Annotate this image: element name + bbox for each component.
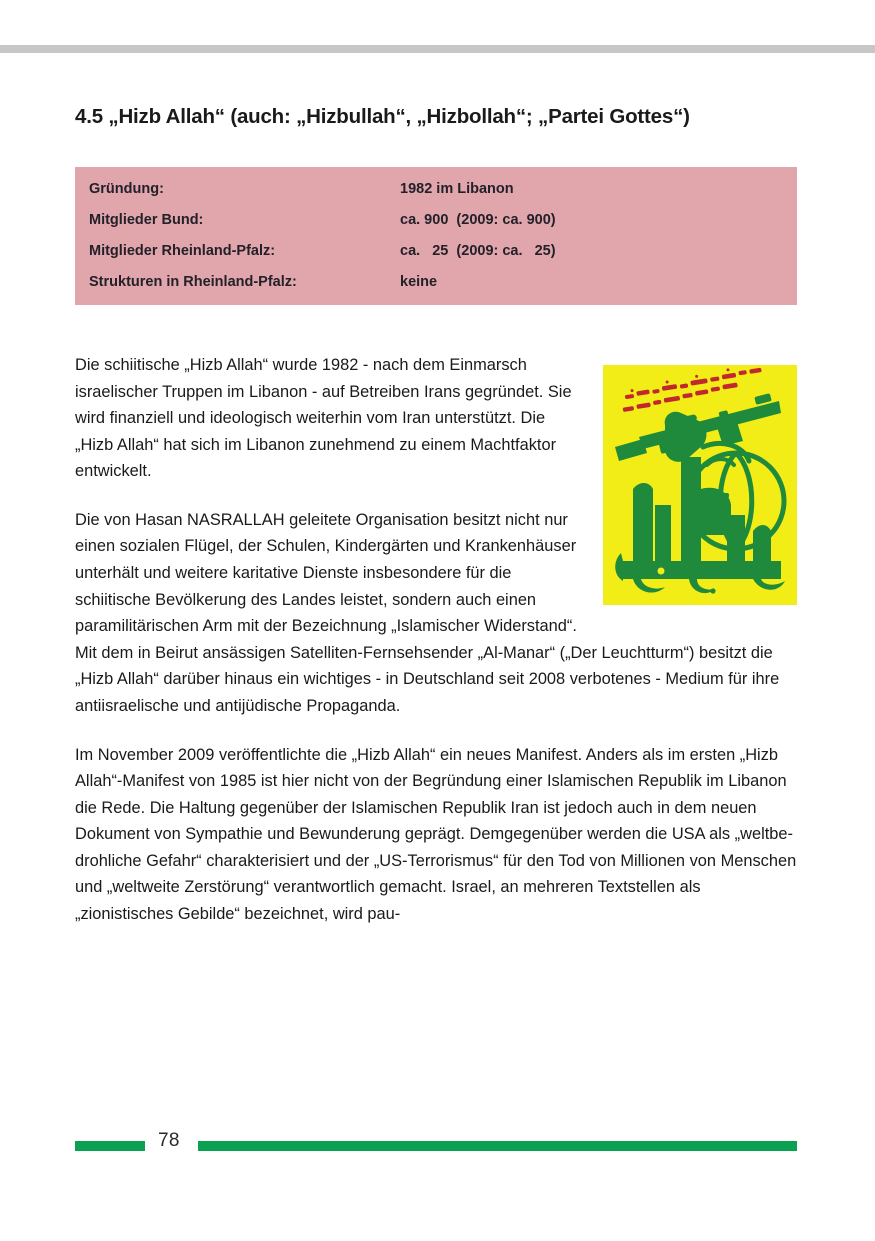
fact-value: ca. 25 (2009: ca. 25) xyxy=(400,243,556,259)
fact-label: Mitglieder Rheinland-Pfalz: xyxy=(89,243,276,259)
fact-row-strukturen-rheinland-pfalz xyxy=(89,274,797,305)
emblem-alif-stroke xyxy=(681,457,701,561)
hizb-allah-emblem-image xyxy=(603,365,797,605)
article-body xyxy=(75,352,797,928)
paragraph-2: Die von Hasan NASRALLAH geleitete Organisation besitzt nicht nur einen sozialen Flügel, der Schulen, Kindergärten und Krankenhäuser unterhält und weitere karitative Dienste insbesondere für die schiitische Bevölkerung des Landes leistet, sondern auch einen paramilitärischen Arm mit der Bezeichnung „Islamischer Widerstand“. Mit dem in Beirut ansässigen Satelliten-Fernsehsender „Al-Manar“ („Der Leuchtturm“) besitzt die „Hizb Allah“ darüber hinaus ein wichtiges - in Deutschland seit 2008 verbotenes - Medium für ihre antiisraelische und antijüdische Propaganda. xyxy=(75,510,780,715)
emblem-book xyxy=(701,488,731,535)
fact-row-gruendung xyxy=(89,181,797,212)
emblem-graphic xyxy=(603,365,797,605)
fact-value: 1982 im Libanon xyxy=(400,181,514,197)
fact-value: ca. 900 (2009: ca. 900) xyxy=(400,212,556,228)
fact-row-mitglieder-bund xyxy=(89,212,797,243)
paragraph-1: Die schiitische „Hizb Allah“ wurde 1982 - nach dem Einmarsch israelischer Truppen im Libanon - auf Betreiben Irans gegründet. Sie wird finanziell und ideologisch weiterhin vom Iran unterstützt. Die „Hizb Allah“ hat sich im Libanon zunehmend zu einem Machtfaktor entwickelt. xyxy=(75,356,572,481)
page-title: 4.5 „Hizb Allah“ (auch: „Hizbullah“, „Hizbollah“; „Partei Gottes“) xyxy=(75,104,690,128)
fact-value: keine xyxy=(400,274,438,290)
fact-box xyxy=(75,167,797,305)
footer-bar-right xyxy=(198,1141,797,1151)
paragraph-3: Im November 2009 veröffentlichte die „Hizb Allah“ ein neues Manifest. Anders als im ersten „Hizb Allah“-Manifest von 1985 ist hier nicht von der Begründung einer Islamischen Republik im Libanon die Rede. Die Haltung gegenüber der Islamischen Republik Iran ist jedoch auch in dem neuen Dokument von Sympathie und Bewunderung geprägt. Demgegenüber werden die USA als „weltbedrohliche Gefahr“ charakterisiert und der „US-Terrorismus“ für den Tod von Millionen von Menschen und „weltweite Zerstörung“ verantwortlich gemacht. Israel, an mehreren Textstellen als „zionistisches Gebilde“ bezeichnet, wird pau- xyxy=(75,745,797,923)
page-footer xyxy=(0,1130,875,1158)
fact-label: Gründung: xyxy=(89,181,164,197)
fact-row-mitglieder-rheinland-pfalz xyxy=(89,243,797,274)
page-number: 78 xyxy=(158,1130,180,1151)
top-divider-rule xyxy=(0,45,875,53)
fact-label: Strukturen in Rheinland-Pfalz: xyxy=(89,274,297,290)
fact-label: Mitglieder Bund: xyxy=(89,212,204,228)
footer-bar-left xyxy=(75,1141,145,1151)
